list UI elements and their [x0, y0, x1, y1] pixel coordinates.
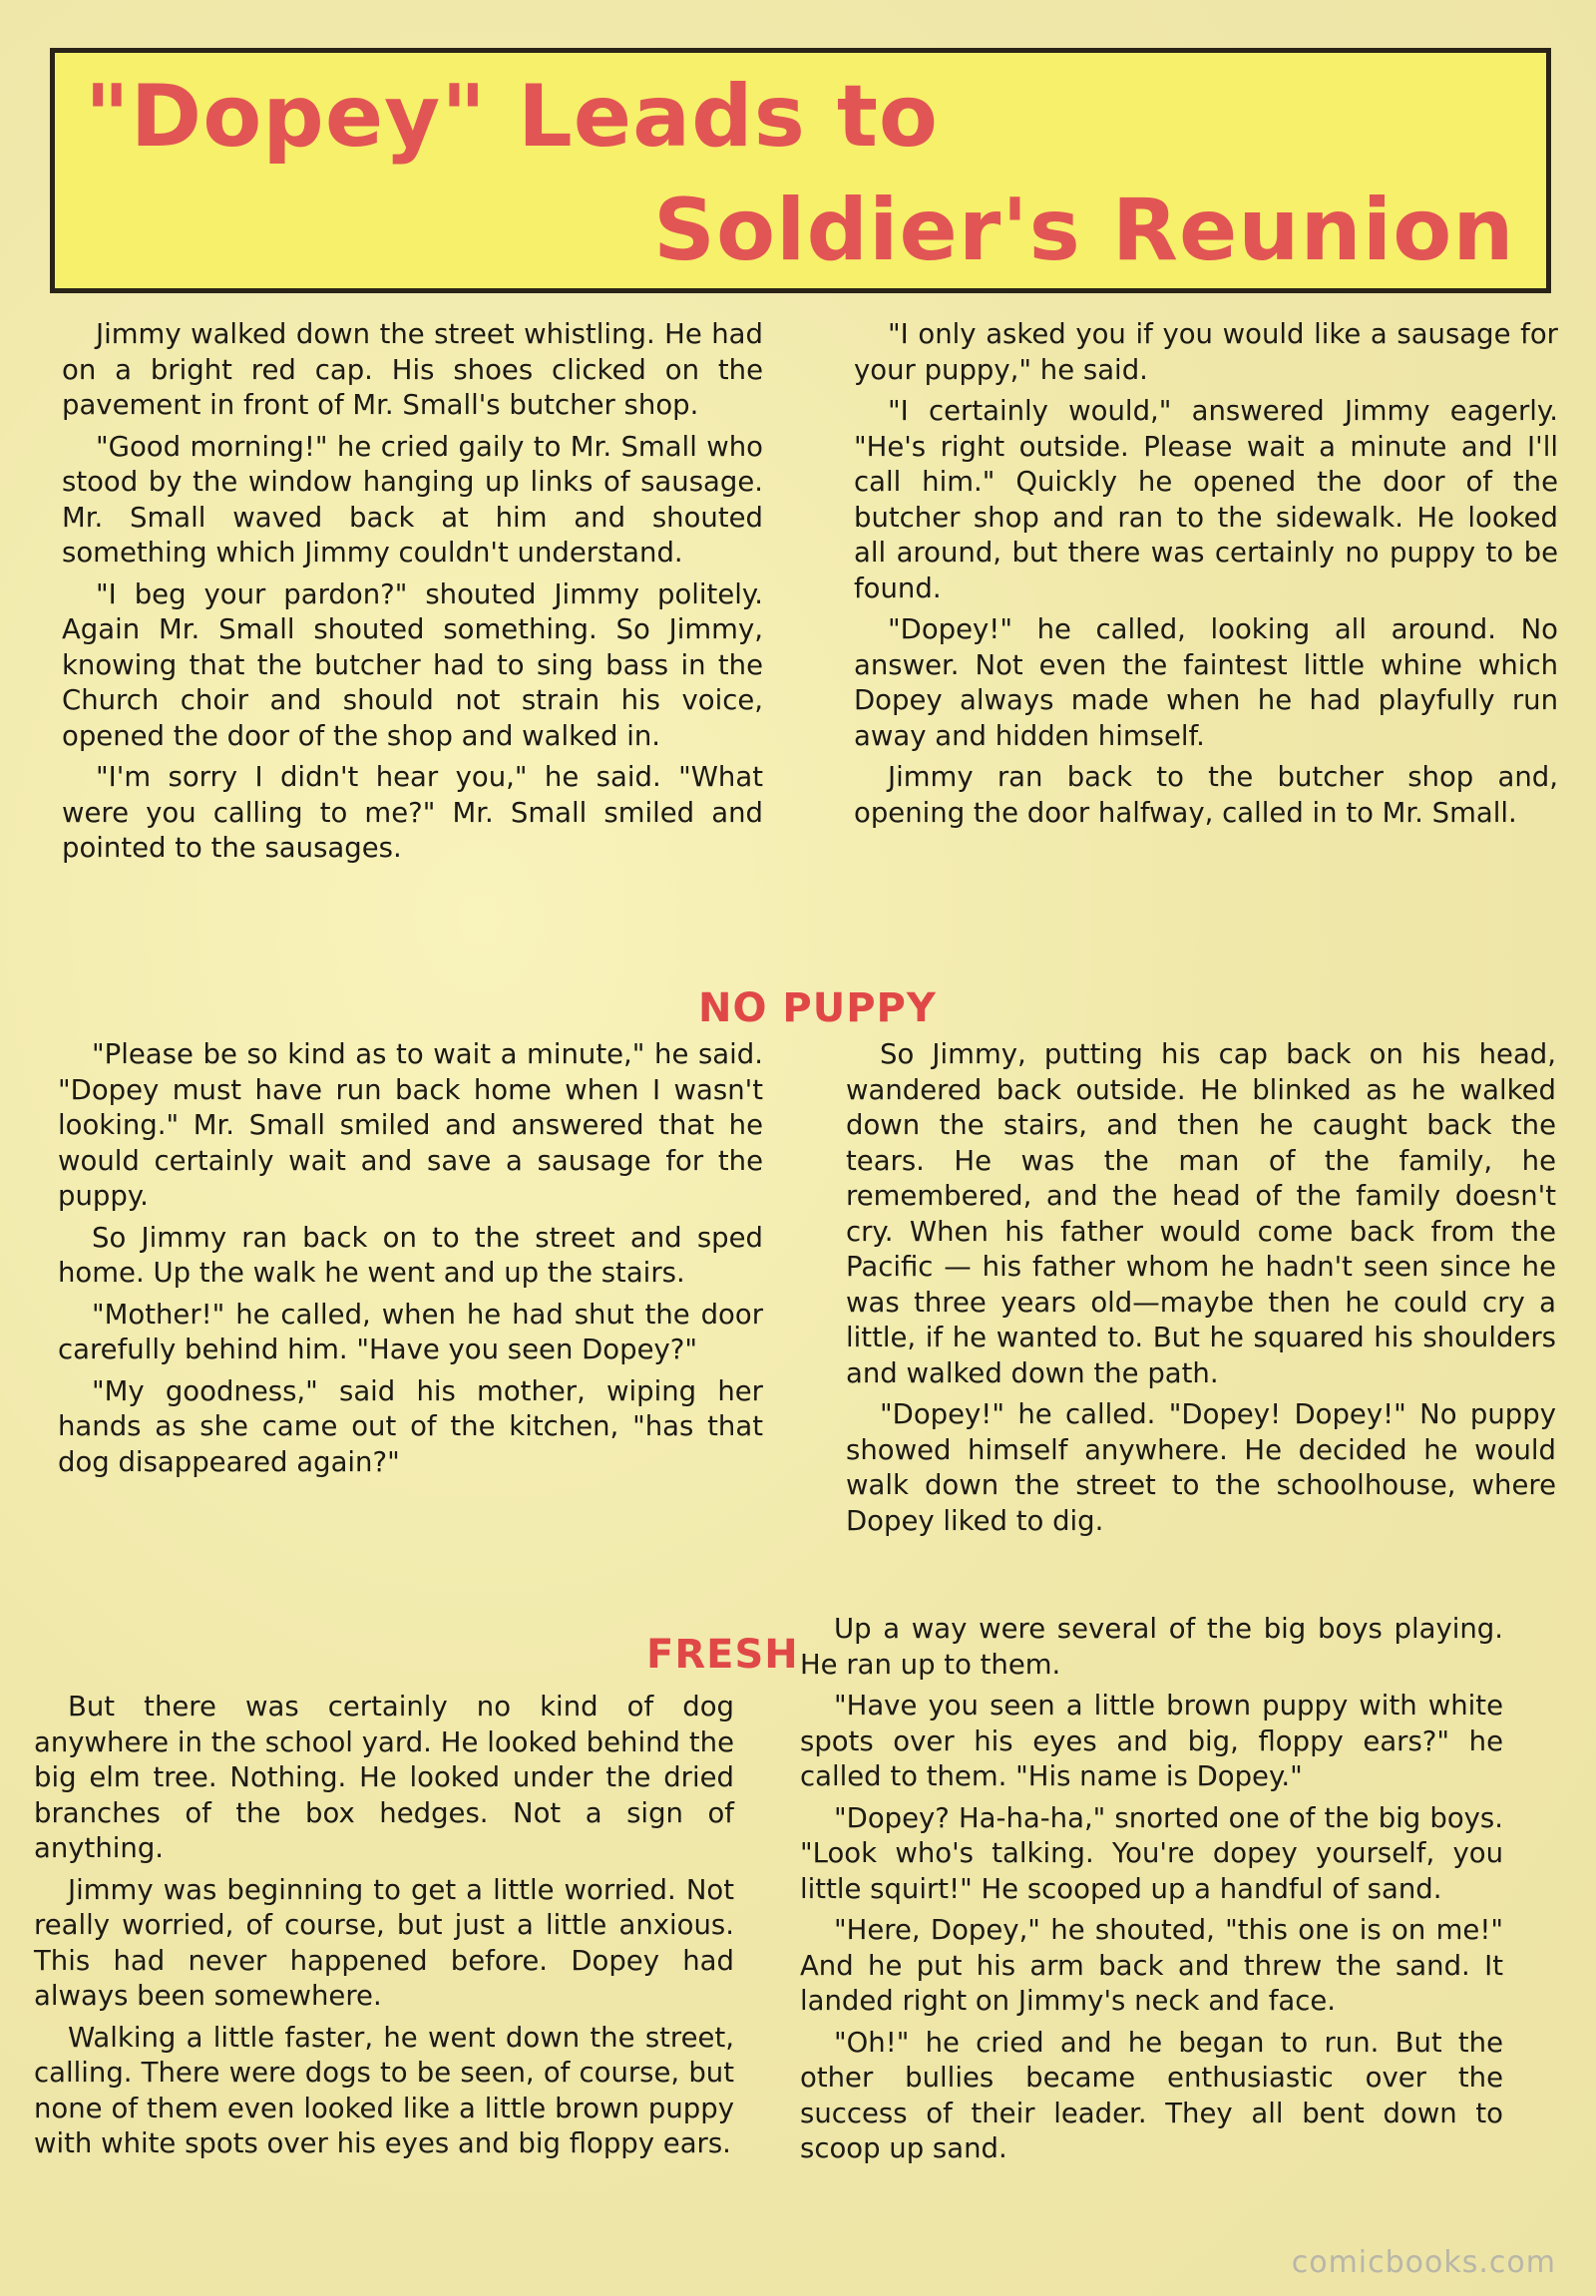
section3-right-column [800, 1612, 1503, 2173]
paragraph: "Dopey!" he called. "Dopey! Dopey!" No puppy showed himself anywhere. He decided he would walk down the street to the schoolhouse, where Dopey liked to dig. [846, 1398, 1556, 1537]
title-line-1: "Dopey" Leads to [85, 67, 940, 167]
paragraph: Jimmy ran back to the butcher shop and, opening the door halfway, called in to Mr. Small. [854, 761, 1558, 829]
paragraph: But there was certainly no kind of dog anywhere in the school yard. He looked behind the big elm tree. Nothing. He looked under the dried branches of the box hedges. Not a sign of anything. [34, 1691, 734, 1864]
subhead-fresh: FRESH [646, 1632, 799, 1678]
paragraph: Jimmy walked down the street whistling. He had on a bright red cap. His shoes clicked on the pavement in front of Mr. Small's butcher shop. [62, 318, 763, 421]
paragraph: Walking a little faster, he went down the street, calling. There were dogs to be seen, of course, but none of them even looked like a little brown puppy with white spots over his eyes and big floppy ears. [34, 2021, 734, 2159]
title-line-2: Soldier's Reunion [653, 181, 1515, 280]
paragraph: Jimmy was beginning to get a little worried. Not really worried, of course, but just a little anxious. This had never happened before. Dopey had always been somewhere. [34, 1873, 734, 2012]
paragraph: "I certainly would," answered Jimmy eagerly. "He's right outside. Please wait a minute and I'll call him." Quickly he opened the door of the butcher shop and ran to the sidewalk. He looked all around, but there was certainly no puppy to be found. [854, 395, 1558, 604]
paragraph: "Good morning!" he cried gaily to Mr. Small who stood by the window hanging up links of sausage. Mr. Small waved back at him and shouted something which Jimmy couldn't understand. [62, 430, 763, 569]
watermark-text: comicbooks.com [1291, 2245, 1556, 2280]
paragraph: "Oh!" he cried and he began to run. But the other bullies became enthusiastic over the success of their leader. They all bent down to scoop up sand. [800, 2026, 1503, 2164]
section2-right-column [846, 1037, 1556, 1545]
paragraph: So Jimmy, putting his cap back on his head, wandered back outside. He blinked as he walked down the stairs, and then he caught back the tears. He was the man of the family, he remembered, and the head of the family doesn't cry. When his father would come back from the Pacific — his father whom he hadn't seen since he was three years old—maybe then he could cry a little, if he wanted to. But he squared his shoulders and walked down the path. [846, 1038, 1556, 1389]
paragraph: "Please be so kind as to wait a minute," he said. "Dopey must have run back home when I wasn't looking." Mr. Small smiled and answered that he would certainly wait and save a sausage for the puppy. [58, 1038, 763, 1212]
section1-left-column [62, 317, 763, 873]
title-box [50, 48, 1551, 293]
paragraph: "I beg your pardon?" shouted Jimmy politely. Again Mr. Small shouted something. So Jimmy, knowing that the butcher had to sing bass in the Church choir and should not strain his voice, opened the door of the shop and walked in. [62, 577, 763, 752]
paragraph: "Mother!" he called, when he had shut the door carefully behind him. "Have you seen Dopey?" [58, 1298, 763, 1365]
paragraph: "I only asked you if you would like a sausage for your puppy," he said. [854, 318, 1558, 386]
section2-left-column [58, 1037, 763, 1486]
paragraph: Up a way were several of the big boys playing. He ran up to them. [800, 1613, 1503, 1681]
section1-right-column [854, 317, 1558, 837]
paragraph: "Dopey? Ha-ha-ha," snorted one of the big boys. "Look who's talking. You're dopey yourself, you little squirt!" He scooped up a handful of sand. [800, 1801, 1503, 1905]
paragraph: So Jimmy ran back on to the street and sped home. Up the walk he went and up the stairs. [58, 1221, 763, 1289]
subhead-no-puppy: NO PUPPY [698, 985, 937, 1031]
paragraph: "My goodness," said his mother, wiping her hands as she came out of the kitchen, "has that dog disappeared again?" [58, 1374, 763, 1478]
paragraph: "Have you seen a little brown puppy with white spots over his eyes and big, floppy ears?" he called to them. "His name is Dopey." [800, 1690, 1503, 1792]
section3-left-column [34, 1690, 734, 2168]
paragraph: "Dopey!" he called, looking all around. No answer. Not even the faintest little whine which Dopey always made when he had playfully run away and hidden himself. [854, 613, 1558, 752]
paragraph: "Here, Dopey," he shouted, "this one is on me!" And he put his arm back and threw the sand. It landed right on Jimmy's neck and face. [800, 1914, 1503, 2017]
paragraph: "I'm sorry I didn't hear you," he said. "What were you calling to me?" Mr. Small smiled and pointed to the sausages. [62, 761, 763, 864]
